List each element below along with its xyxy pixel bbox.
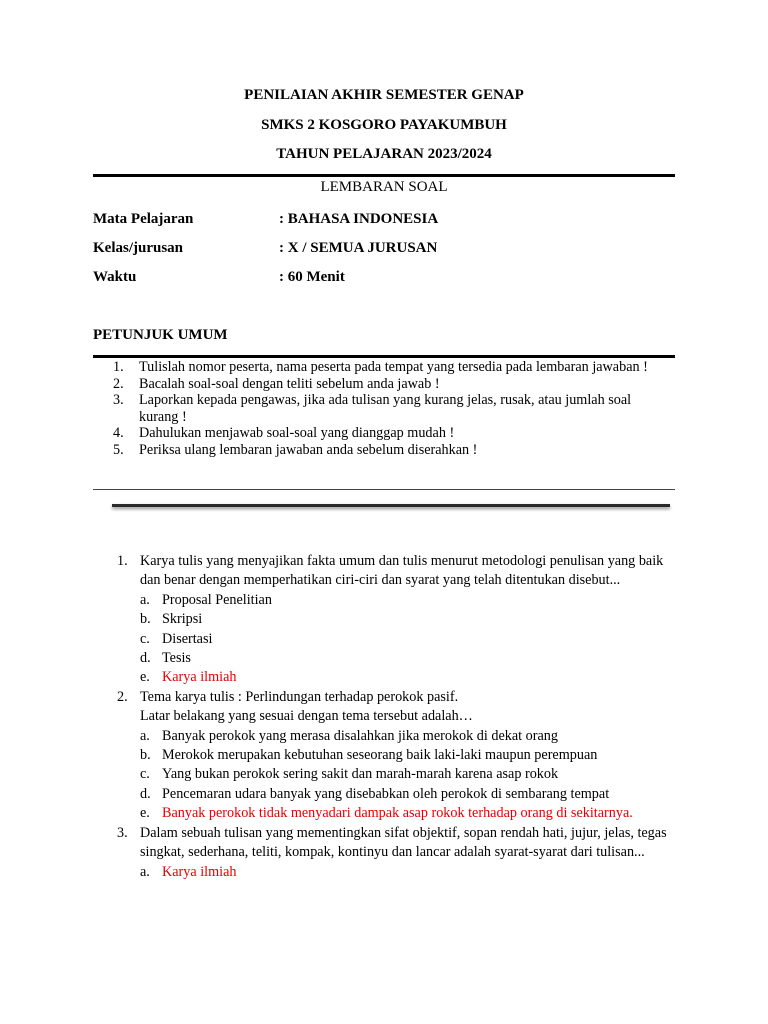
instruction-text: Laporkan kepada pengawas, jika ada tulisan yang kurang jelas, rusak, atau jumlah soal kurang ! (139, 392, 632, 425)
option-correct (140, 668, 677, 687)
option (140, 765, 677, 784)
option (140, 630, 677, 649)
instruction-item (113, 392, 658, 425)
class-label: Kelas/jurusan (93, 240, 184, 256)
option-text: Merokok merupakan kebutuhan seseorang baik laki-laki maupun perempuan (162, 747, 598, 764)
option-correct (140, 804, 677, 823)
exam-title: PENILAIAN AKHIR SEMESTER GENAP (244, 87, 524, 103)
option-text: Yang bukan perokok sering sakit dan marah-marah karena asap rokok (162, 766, 559, 783)
option-letter: c. (140, 630, 150, 647)
option-letter: d. (140, 785, 151, 802)
instructions-top-rule (93, 355, 675, 358)
option-letter: d. (140, 650, 151, 667)
sheet-subtitle: LEMBARAN SOAL (320, 179, 448, 195)
question-number: 2. (117, 688, 128, 705)
question-number: 3. (117, 824, 128, 841)
instructions-list (113, 359, 658, 459)
option-letter: c. (140, 766, 150, 783)
instruction-text: Dahulukan menjawab soal-soal yang dianggap mudah ! (139, 425, 455, 442)
instruction-item (113, 425, 658, 442)
question-list (117, 552, 677, 882)
option-letter: e. (140, 669, 150, 686)
option-correct (140, 863, 677, 882)
option-letter: a. (140, 727, 150, 744)
instruction-text: Periksa ulang lembaran jawaban anda sebelum diserahkan ! (139, 441, 478, 458)
option (140, 727, 677, 746)
question-number: 1. (117, 553, 128, 569)
section-divider (112, 504, 670, 507)
question-3 (117, 824, 677, 882)
option (140, 610, 677, 629)
option-text: Tesis (162, 650, 191, 667)
question-text: Dalam sebuah tulisan yang mementingkan sifat objektif, sopan rendah hati, jujur, jelas, tegas singkat, sederhana, teliti, kompak, kontinyu dan lancar adalah syarat-syarat dari tulisan... (140, 824, 667, 861)
academic-year: TAHUN PELAJARAN 2023/2024 (276, 146, 492, 162)
option-text: Proposal Penelitian (162, 591, 272, 608)
instructions-bottom-rule (93, 489, 675, 490)
question-text-continued: Latar belakang yang sesuai dengan tema tersebut adalah… (140, 708, 473, 725)
question-2 (117, 688, 677, 824)
option (140, 746, 677, 765)
option-text: Disertasi (162, 630, 213, 647)
instruction-item (113, 442, 658, 459)
instructions-heading: PETUNJUK UMUM (93, 327, 228, 343)
instruction-item (113, 359, 658, 376)
time-value: : 60 Menit (279, 269, 345, 285)
option-text-correct: Karya ilmiah (162, 863, 237, 880)
option-letter: b. (140, 747, 151, 764)
time-label: Waktu (93, 269, 137, 285)
instruction-number: 1. (113, 359, 124, 375)
option-text-correct: Banyak perokok tidak menyadari dampak asap rokok terhadap orang di sekitarnya. (162, 805, 633, 822)
option-letter: e. (140, 805, 150, 822)
instruction-text: Tulislah nomor peserta, nama peserta pada tempat yang tersedia pada lembaran jawaban ! (139, 359, 648, 375)
option-text: Banyak perokok yang merasa disalahkan jika merokok di dekat orang (162, 727, 558, 744)
subject-value: : BAHASA INDONESIA (279, 211, 439, 227)
option (140, 591, 677, 610)
instruction-number: 2. (113, 375, 124, 392)
option-letter: a. (140, 591, 150, 608)
option-letter: b. (140, 611, 151, 628)
instruction-number: 3. (113, 392, 124, 409)
instruction-item (113, 376, 658, 393)
subject-label: Mata Pelajaran (93, 211, 194, 227)
option-text: Skripsi (162, 611, 203, 628)
option (140, 649, 677, 668)
question-text: Karya tulis yang menyajikan fakta umum dan tulis menurut metodologi penulisan yang baik dan benar dengan memperhatikan ciri-ciri dan syarat yang telah ditentukan disebut... (140, 553, 664, 589)
instruction-number: 5. (113, 441, 124, 458)
school-name: SMKS 2 KOSGORO PAYAKUMBUH (261, 117, 507, 133)
option (140, 785, 677, 804)
class-value: : X / SEMUA JURUSAN (279, 240, 438, 256)
instruction-text: Bacalah soal-soal dengan teliti sebelum anda jawab ! (139, 375, 440, 392)
option-text: Pencemaran udara banyak yang disebabkan oleh perokok di sembarang tempat (162, 785, 610, 802)
question-1 (117, 552, 677, 688)
instruction-number: 4. (113, 425, 124, 442)
header-divider (93, 174, 675, 177)
option-letter: a. (140, 863, 150, 880)
option-text-correct: Karya ilmiah (162, 669, 237, 686)
question-text: Tema karya tulis : Perlindungan terhadap perokok pasif. (140, 688, 459, 705)
